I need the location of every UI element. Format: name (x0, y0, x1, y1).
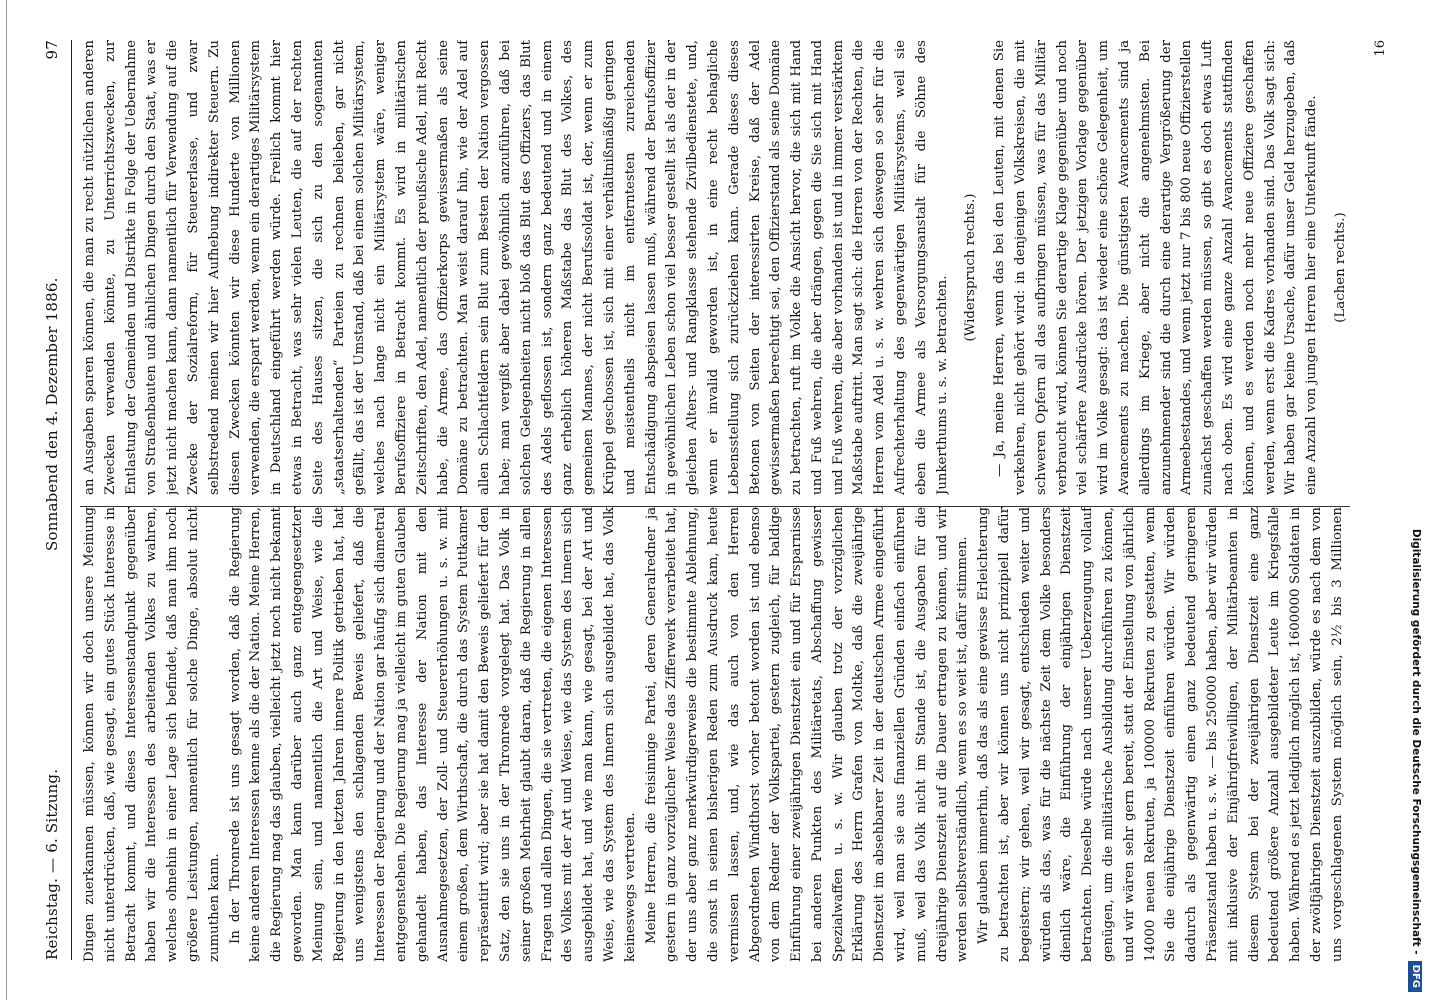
paragraph: Meine Herren, die freisinnige Partei, deren Generalredner ja gestern in ganz vorzüglicher Weise das Zifferwerk verarbeitet hat, der uns aber ganz merkwürdigerweise die bestimmte Ablehnung, die sonst in seinen bisherigen Reden zum Ausdruck kam, heute vermissen lassen, und, wie das auch von den Herren Abgeordneten Windthorst vorher betont worden ist und ebenso von dem Redner der Volkspartei, gestern zugleich, für baldige Einführung einer zweijährigen Dienstzeit ein und für Ersparnisse bei anderen Punkten des Militäretats, Abschaffung gewisser Spezialwaffen u. s. w. Wir glauben trotz der vorzüglichen Erklärung des Herrn Grafen von Moltke, daß die zweijährige Dienstzeit im absehbarer Zeit in der deutschen Armee eingeführt wird, weil man sie aus finanziellen Gründen einfach einführen muß, weil das Volk nicht im Stande ist, die Ausgaben für die dreijährige Dienstzeit auf die Dauer ertragen zu können, und wir werden selbstverständlich, wenn es so weit ist, dafür stimmen. (643, 507, 971, 962)
paragraph: (Widerspruch rechts.) (963, 193, 979, 342)
header-page-number: 97 (43, 40, 61, 60)
right-column (80, 40, 1350, 495)
footer-text: Digitalisierung gefördert durch die Deutsche Forschungsgemeinschaft - (1410, 528, 1422, 955)
page-header (38, 40, 66, 960)
sheet-number: 16 (1373, 40, 1388, 57)
header-session: Reichstag. — 6. Sitzung. (43, 768, 61, 960)
paragraph: an Ausgaben sparen können, die man zu recht nützlichen anderen Zwecken verwenden könnte, zu Unterrichtszwecken, zur Entlastung der Gemeinden und Distrikte in Folge der Uebernahme von Straßenbauten und ähnlichen Dingen durch den Staat, was er jetzt nicht machen kann, dann namentlich für Verwendung auf die Zwecke der Sozialreform, für Steuererlasse, und zwar selbstredend meinen wir hier Aufhebung indirekter Steuern. Zu diesen Zwecken könnten wir diese Hunderte von Millionen verwenden, die erspart werden, wenn ein derartiges Militärsystem in Deutschland eingeführt werden würde. Freilich kommt hier etwas in Betracht, was sehr vielen Leuten, die auf der rechten Seite des Hauses sitzen, die sich zu den sogenannten „staatserhaltenden“ Parteien zu rechnen belieben, gar nicht gefällt, das ist der Umstand, daß bei einem solchen Militärsystem, welches nach lange nicht ein Militärsystem wäre, weniger Berufsoffiziere in Betracht kommt. Es wird in militärischen Zeitschriften, den Adel, namentlich der preußische Adel, mit Recht habe, die Armee, das Offizierkorps gewissermaßen als seine Domäne zu betrachten. Man weist darauf hin, wie der Adel auf allen Schlachtfeldern sein Blut zum Besten der Nation vergossen habe; man vergißt aber dabei gewöhnlich anzuführen, daß bei solchen Gelegenheiten nicht bloß das Blut des Offiziers, das Blut des Adels geflossen ist, sondern ganz bedeutend und in einem ganz erheblich höheren Maßstabe das Blut des Volkes, des gemeinen Mannes, der nicht Berufssoldat ist, der, wenn er zum Krüppel geschossen ist, sich mit einer verhältnißmäßig geringen und meistentheils nicht im entferntesten zureichenden Entschädigung abspeisen lassen muß, während der Berufsoffizier in gewöhnlichen Leben schon viel besser gestellt ist als der in der gleichen Alters- und Rangklasse stehende Zivilbedienstete, und, wenn er invalid geworden ist, in eine recht behagliche Lebensstellung sich zurückziehen kann. Gerade dieses dieses Betonen von Seiten der interessirten Kreise, daß der Adel gewissermaßen berechtigt sei, den Offizierstand als seine Domäne zu betrachten, ruft im Volke die Ansicht hervor, die sich mit Hand und Fuß wehren, die aber drängen, gegen die Sie sich mit Hand und Fuß wehren, die aber vorhanden ist und in immer verstärktem Maßstabe auftritt. Man sagt sich: die Herren von der Rechten, die Herren vom Adel u. s. w. wehren sich deswegen so sehr für die Aufrechterhaltung des gegenwärtigen Militärsystems, weil sie eben die Armee als Versorgungsanstalt für die Söhne des Junkerthums u. s. w. betrachten. (82, 40, 950, 495)
header-rule (71, 40, 72, 960)
paragraph: (Lachen rechts.) (1333, 212, 1349, 323)
left-column (80, 507, 1350, 962)
paragraph: — Ja, meine Herren, wenn das bei den Leuten, mit denen Sie verkehren, nicht gehört wird: in denjenigen Volkskreisen, die mit schweren Opfern all das aufbringen müssen, was für das Militär verbraucht wird, können Sie derartige Klage gegenüber und noch viel schärfere Ausdrücke hören. Der jetzigen Vorlage gegenüber wird im Volke gesagt: das ist wieder eine schöne Gelegenheit, um Avancements zu machen. Die günstigsten Avancements sind ja allerdings im Kriege, aber nicht die angenehmsten. Bei anzunehmender sind die durch eine derartige Vergrößerung der Armeebestandes, und wenn jetzt nur 7 bis 800 neue Offizierstellen zunächst geschaffen werden müssen, so gibt es doch etwas Luft nach oben. Es wird eine ganze Anzahl Avancements stattfinden können, und es werden noch mehr neue Offiziere geschaffen werden, wenn erst die Kadres vorhanden sind. Das Volk sagt sich: Wir haben gar keine Ursache, dafür unser Geld herzugeben, daß eine Anzahl von jungen Herren hier eine Unterkunft fände. (992, 40, 1320, 495)
dfg-badge: DFG (1408, 961, 1422, 992)
column-divider (80, 506, 1350, 507)
digitization-footer (1406, 8, 1426, 992)
paragraph: Dingen zuerkannen müssen, können wir doch unsere Meinung nicht unterdrücken, daß, wie gesagt, ein gutes Stück Interesse in Betracht kommt, und dieses Interessenstandpunkt gegenüber haben wir die Interessen des arbeitenden Volkes zu wahren, welches ohnehin in einer Lage sich befindet, daß man ihm noch größere Leistungen, namentlich für solche Dinge, absolut nicht zumuthen kann. (82, 507, 222, 962)
paragraph: Wir glauben immerhin, daß das als eine gewisse Erleichterung zu betrachten ist, aber wir können uns nicht prinzipiell dafür begeistern; wir gehen, weil wir gesagt, entschieden weiter und würden als das, was für die nächste Zeit dem Volke besonders dienlich wäre, die Einführung der einjährigen Dienstzeit betrachten. Dieselbe würde nach unserer Ueberzeugung vollauf genügen, um die militärische Ausbildung durchführen zu können, und wir wären sehr gern bereit, statt der Einstellung von jährlich 14000 neuen Rekruten, ja 100000 Rekruten zu gestatten, wenn Sie die einjährige Dienstzeit einführen würden. Wir würden dadurch als gegenwärtig einen ganz bedeutend geringeren Präsenzstand haben u. s. w. — bis 250000 haben, aber wir würden mit inklusive der Einjährigfreiwilligen, der Militärbeamten in diesem System bei der zweijährigen Dienstzeit eine ganz bedeutend größere Anzahl ausgebildeter Leute im Kriegsfalle haben. Während es jetzt lediglich möglich ist, 1600000 Soldaten in der zwölfjährigen Dienstzeit auszubilden, würde es nach dem von uns vorgeschlagenen System möglich sein, 2½ bis 3 Millionen (976, 507, 1345, 962)
header-date: Sonnabend den 4. Dezember 1886. (43, 277, 61, 551)
paragraph: In der Thronrede ist uns gesagt worden, daß die Regierung keine anderen Interessen kenne als die der Nation. Meine Herren, die Regierung mag das glauben, vielleicht jetzt noch nicht bekannt geworden. Man kann darüber auch ganz entgegengesetzter Meinung sein, und namentlich die Art und Weise, wie die Regierung in den letzten Jahren innere Politik getrieben hat, hat uns wenigstens den schlagenden Beweis geliefert, daß die Interessen der Regierung und der Nation gar häufig sich diametral entgegenstehen. Die Regierung mag ja vielleicht im guten Glauben gehandelt haben, das Interesse der Nation mit den Ausnahmegesetzen, der Zoll- und Steuererhöhungen u. s. w. mit einem großen, dem Wirthschaft, die durch das System Puttkamer repräsentirt wird; aber sie hat damit den Beweis geliefert für den Satz, den sie uns in der Thronrede vorgelegt hat. Das Volk in seiner großen Mehrheit glaubt daran, daß die Regierung in allen Fragen und allen Dingen, die sie vertreten, die eigenen Interessen des Volkes mit der Art und Weise, wie das System des Innern sich ausgebildet hat, und wie man kann, wie gesagt, bei der Art und Weise, wie das System des Innern sich ausgebildet hat, das Volk keineswegs vertreten. (227, 507, 638, 962)
